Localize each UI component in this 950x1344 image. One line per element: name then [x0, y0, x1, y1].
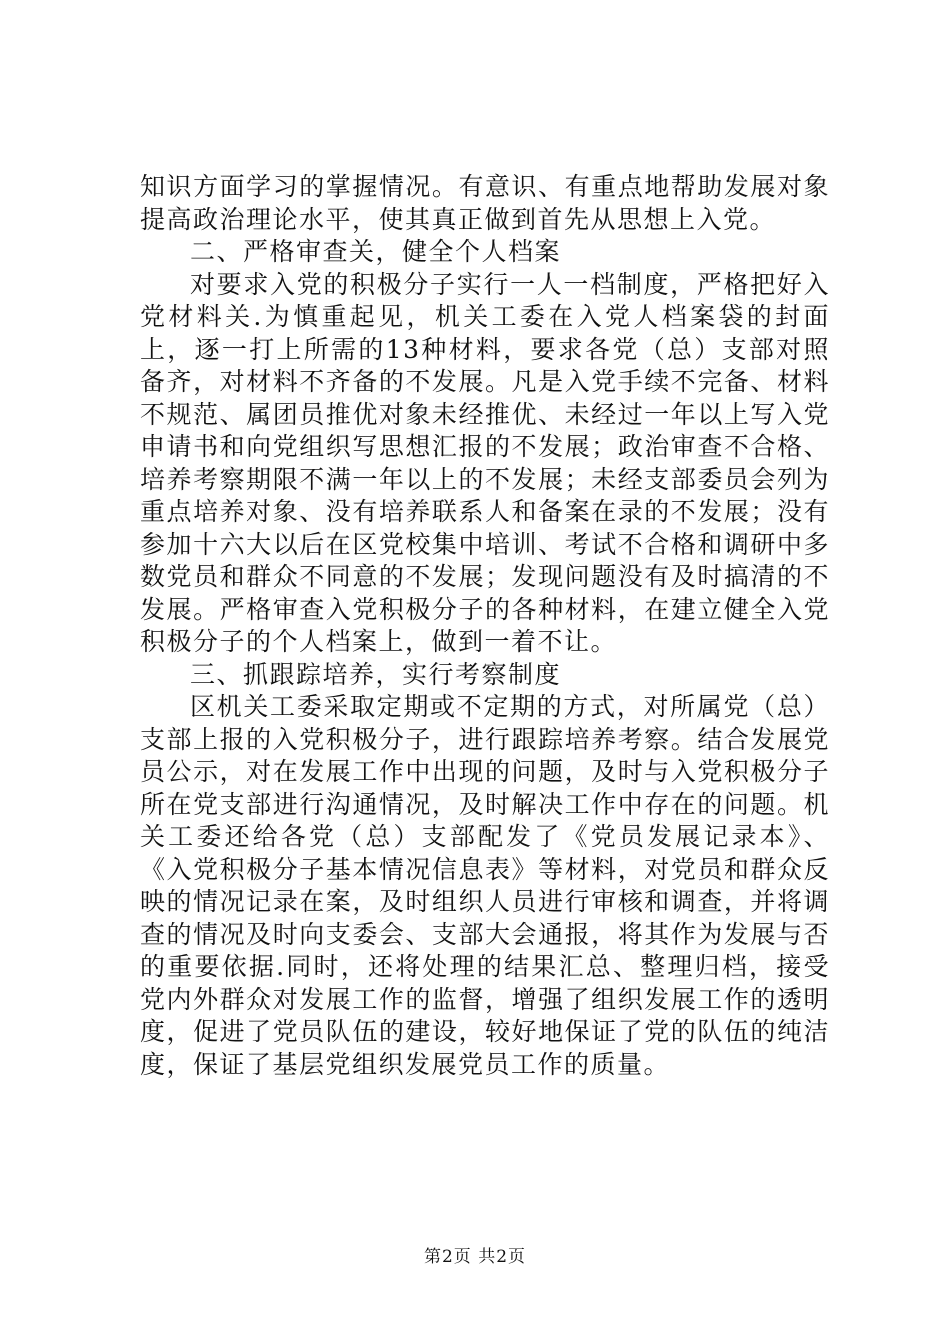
section-heading-2: 二、严格审查关，健全个人档案	[190, 237, 562, 266]
page-number-footer: 第2页 共2页	[423, 1247, 527, 1267]
paragraph-section-3: 区机关工委采取定期或不定期的方式，对所属党（总）支部上报的入党积极分子，进行跟踪培养考察。结合发展党员公示，对在发展工作中出现的问题，及时与入党积极分子所在党支部进行沟通情况，及时解决工作中存在的问题。机关工委还给各党（总）支部配发了《党员发展记录本》、《入党积极分子基本情况信息表》等材料，对党员和群众反映的情况记录在案，及时组织人员进行审核和调查，并将调查的情况及时向支委会、支部大会通报，将其作为发展与否的重要依据.同时，还将处理的结果汇总、整理归档，接受党内外群众对发展工作的监督，增强了组织发展工作的透明度，促进了党员队伍的建设，较好地保证了党的队伍的纯洁度，保证了基层党组织发展党员工作的质量。	[140, 692, 830, 1079]
paragraph-intro: 知识方面学习的掌握情况。有意识、有重点地帮助发展对象提高政治理论水平，使其真正做到首先从思想上入党。	[140, 172, 830, 234]
document-body	[140, 171, 830, 1081]
section-heading-3: 三、抓跟踪培养，实行考察制度	[190, 659, 562, 689]
paragraph-section-2: 对要求入党的积极分子实行一人一档制度，严格把好入党材料关.为慎重起见，机关工委在入党人档案袋的封面上，逐一打上所需的13种材料，要求各党（总）支部对照备齐，对材料不齐备的不发展。凡是入党手续不完备、材料不规范、属团员推优对象未经推优、未经过一年以上写入党申请书和向党组织写思想汇报的不发展；政治审查不合格、培养考察期限不满一年以上的不发展；未经支部委员会列为重点培养对象、没有培养联系人和备案在录的不发展；没有参加十六大以后在区党校集中培训、考试不合格和调研中多数党员和群众不同意的不发展；发现问题没有及时搞清的不发展。严格审查入党积极分子的各种材料，在建立健全入党积极分子的个人档案上，做到一着不让。	[140, 269, 830, 656]
